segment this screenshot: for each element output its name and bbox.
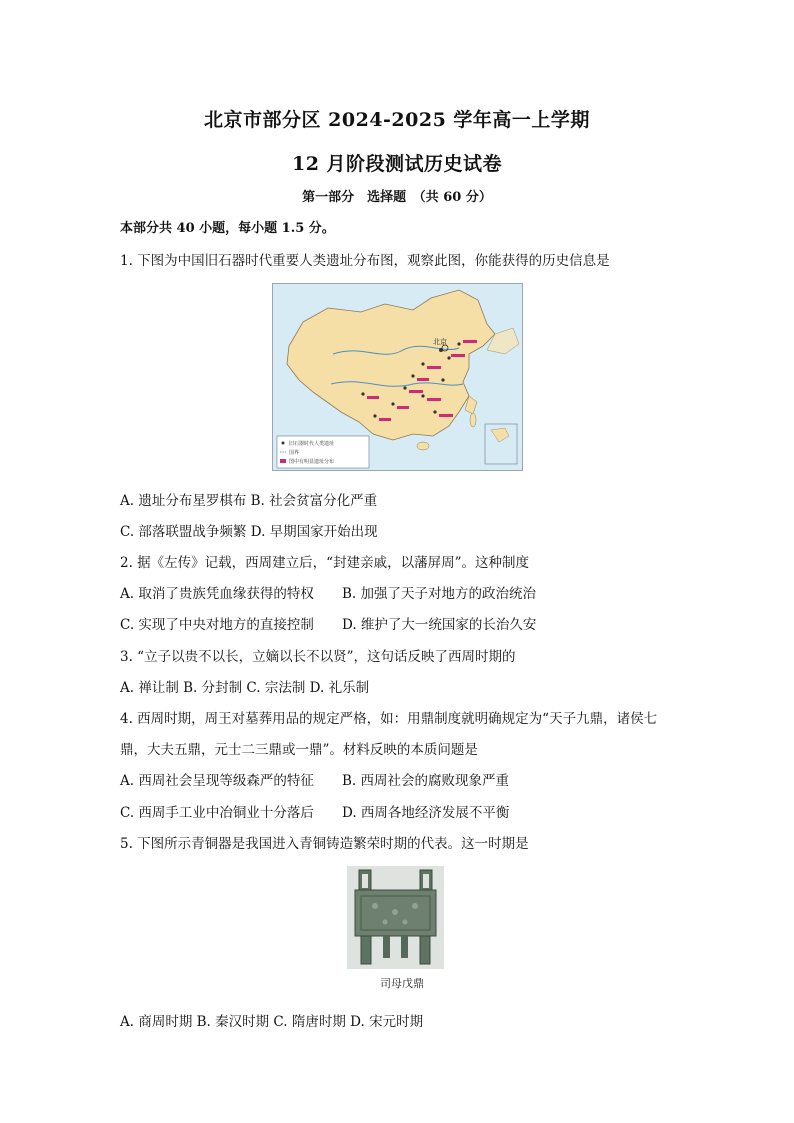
question-1-options-cd: C. 部落联盟战争频繁 D. 早期国家开始出现 xyxy=(120,524,378,540)
question-2-option-c: C. 实现了中央对地方的直接控制 xyxy=(120,617,314,633)
question-4-stem-line1: 4. 西周时期，周王对墓葬用品的规定严格，如：用鼎制度就明确规定为“天子九鼎，诸侯七 xyxy=(120,711,658,727)
instructions: 本部分共 40 小题，每小题 1.5 分。 xyxy=(120,221,335,236)
paleolithic-site-map xyxy=(272,283,523,471)
question-4-option-d: D. 西周各地经济发展不平衡 xyxy=(342,805,510,821)
question-3-options: A. 禅让制 B. 分封制 C. 宗法制 D. 礼乐制 xyxy=(120,680,370,696)
question-4-option-b: B. 西周社会的腐败现象严重 xyxy=(342,773,510,789)
question-2-option-b: B. 加强了天子对地方的政治统治 xyxy=(342,586,537,602)
question-4-options-ab xyxy=(120,769,509,789)
question-2-options-cd xyxy=(120,613,536,633)
question-2-option-a: A. 取消了贵族凭血缘获得的特权 xyxy=(120,586,314,602)
question-4-option-c: C. 西周手工业中冶铜业十分落后 xyxy=(120,805,314,821)
map-svg xyxy=(273,284,522,470)
question-5-stem: 5. 下图所示青铜器是我国进入青铜铸造繁荣时期的代表。这一时期是 xyxy=(120,836,529,852)
legend-item-sites: 旧石器时代人类遗址 xyxy=(289,441,335,447)
ding-svg xyxy=(347,866,444,969)
bronze-ding-photo xyxy=(347,866,444,969)
question-1-options-ab: A. 遗址分布星罗棋布 B. 社会贫富分化严重 xyxy=(120,493,378,509)
question-3-stem: 3. “立子以贵不以长，立嫡以长不以贤”，这句话反映了西周时期的 xyxy=(120,649,516,665)
question-2-option-d: D. 维护了大一统国家的长治久安 xyxy=(342,617,537,633)
section-heading: 第一部分 选择题 （共 60 分） xyxy=(302,190,492,205)
question-2-options-ab xyxy=(120,582,536,602)
question-2-stem: 2. 据《左传》记载，西周建立后，“封建亲戚，以藩屏周”。这种制度 xyxy=(120,555,529,571)
question-4-options-cd xyxy=(120,801,509,821)
exam-title-line2: 12 月阶段测试历史试卷 xyxy=(291,153,503,175)
legend-item-border: 国界 xyxy=(289,450,300,456)
map-label-beijing: 北京 xyxy=(433,338,447,346)
question-4-stem-line2: 鼎，大夫五鼎，元士二三鼎或一鼎”。材料反映的本质问题是 xyxy=(120,742,478,758)
question-4-option-a: A. 西周社会呈现等级森严的特征 xyxy=(120,773,314,789)
question-5-options: A. 商周时期 B. 秦汉时期 C. 隋唐时期 D. 宋元时期 xyxy=(120,1014,424,1030)
ding-caption: 司母戊鼎 xyxy=(380,977,424,990)
exam-title-line1: 北京市部分区 2024-2025 学年高一上学期 xyxy=(204,109,590,131)
question-1-stem: 1. 下图为中国旧石器时代重要人类遗址分布图，观察此图，你能获得的历史信息是 xyxy=(120,253,610,269)
legend-item-region: 图中有明显遗址分布 xyxy=(289,459,335,465)
